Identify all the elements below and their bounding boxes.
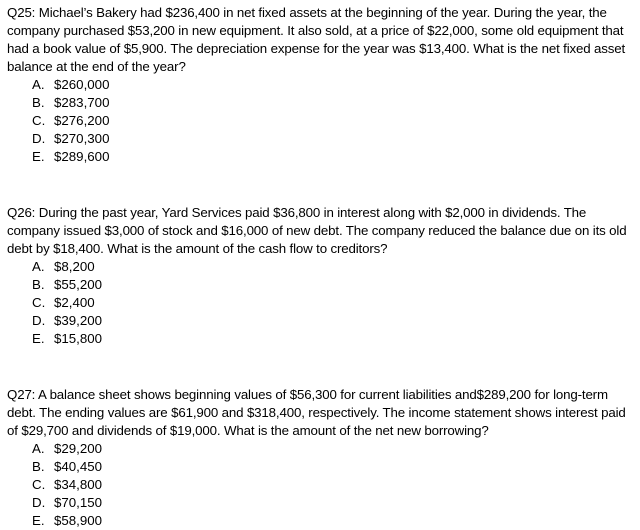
option-value: $70,150 <box>54 495 103 510</box>
option-letter: B. <box>32 95 45 110</box>
option-value: $34,800 <box>54 477 103 492</box>
option-letter: C. <box>32 113 46 128</box>
option-a <box>32 76 634 94</box>
option-letter: E. <box>32 149 45 164</box>
option-b <box>32 458 634 476</box>
option-a <box>32 258 634 276</box>
option-d <box>32 130 634 148</box>
question-25 <box>7 4 634 166</box>
question-27 <box>7 386 634 530</box>
option-value: $2,400 <box>54 295 95 310</box>
option-c <box>32 112 634 130</box>
option-letter: E. <box>32 331 45 346</box>
option-a <box>32 440 634 458</box>
option-letter: C. <box>32 477 46 492</box>
answer-options <box>7 76 634 166</box>
option-c <box>32 476 634 494</box>
option-value: $283,700 <box>54 95 110 110</box>
option-value: $55,200 <box>54 277 103 292</box>
option-value: $270,300 <box>54 131 110 146</box>
option-value: $289,600 <box>54 149 110 164</box>
option-e <box>32 148 634 166</box>
option-letter: E. <box>32 513 45 528</box>
option-letter: C. <box>32 295 46 310</box>
question-text: Q27: A balance sheet shows beginning values of $56,300 for current liabilities and$289,200 for long-term debt. The ending values are $61,900 and $318,400, respectively. The income statement shows interest paid of $29,700 and dividends of $19,000. What is the amount of the net new borrowing? <box>7 387 626 438</box>
question-text: Q26: During the past year, Yard Services paid $36,800 in interest along with $2,000 in dividends. The company issued $3,000 of stock and $16,000 of new debt. The company reduced the balance due on its old debt by $18,400. What is the amount of the cash flow to creditors? <box>7 205 627 256</box>
option-d <box>32 494 634 512</box>
option-letter: D. <box>32 495 46 510</box>
option-value: $15,800 <box>54 331 103 346</box>
option-b <box>32 94 634 112</box>
option-value: $29,200 <box>54 441 103 456</box>
option-letter: B. <box>32 277 45 292</box>
option-c <box>32 294 634 312</box>
question-26 <box>7 204 634 348</box>
option-letter: D. <box>32 313 46 328</box>
option-letter: A. <box>32 77 45 92</box>
option-value: $39,200 <box>54 313 103 328</box>
option-letter: A. <box>32 259 45 274</box>
option-b <box>32 276 634 294</box>
option-value: $276,200 <box>54 113 110 128</box>
option-value: $260,000 <box>54 77 110 92</box>
option-letter: A. <box>32 441 45 456</box>
option-letter: B. <box>32 459 45 474</box>
option-d <box>32 312 634 330</box>
answer-options <box>7 440 634 530</box>
question-gap <box>7 348 634 386</box>
option-e <box>32 330 634 348</box>
question-gap <box>7 166 634 204</box>
option-value: $8,200 <box>54 259 95 274</box>
option-value: $40,450 <box>54 459 103 474</box>
option-e <box>32 512 634 530</box>
answer-options <box>7 258 634 348</box>
option-letter: D. <box>32 131 46 146</box>
question-text: Q25: Michael’s Bakery had $236,400 in net fixed assets at the beginning of the year. During the year, the company purchased $53,200 in new equipment. It also sold, at a price of $22,000, some old equipment that had a book value of $5,900. The depreciation expense for the year was $13,400. What is the net fixed asset balance at the end of the year? <box>7 5 626 74</box>
option-value: $58,900 <box>54 513 103 528</box>
